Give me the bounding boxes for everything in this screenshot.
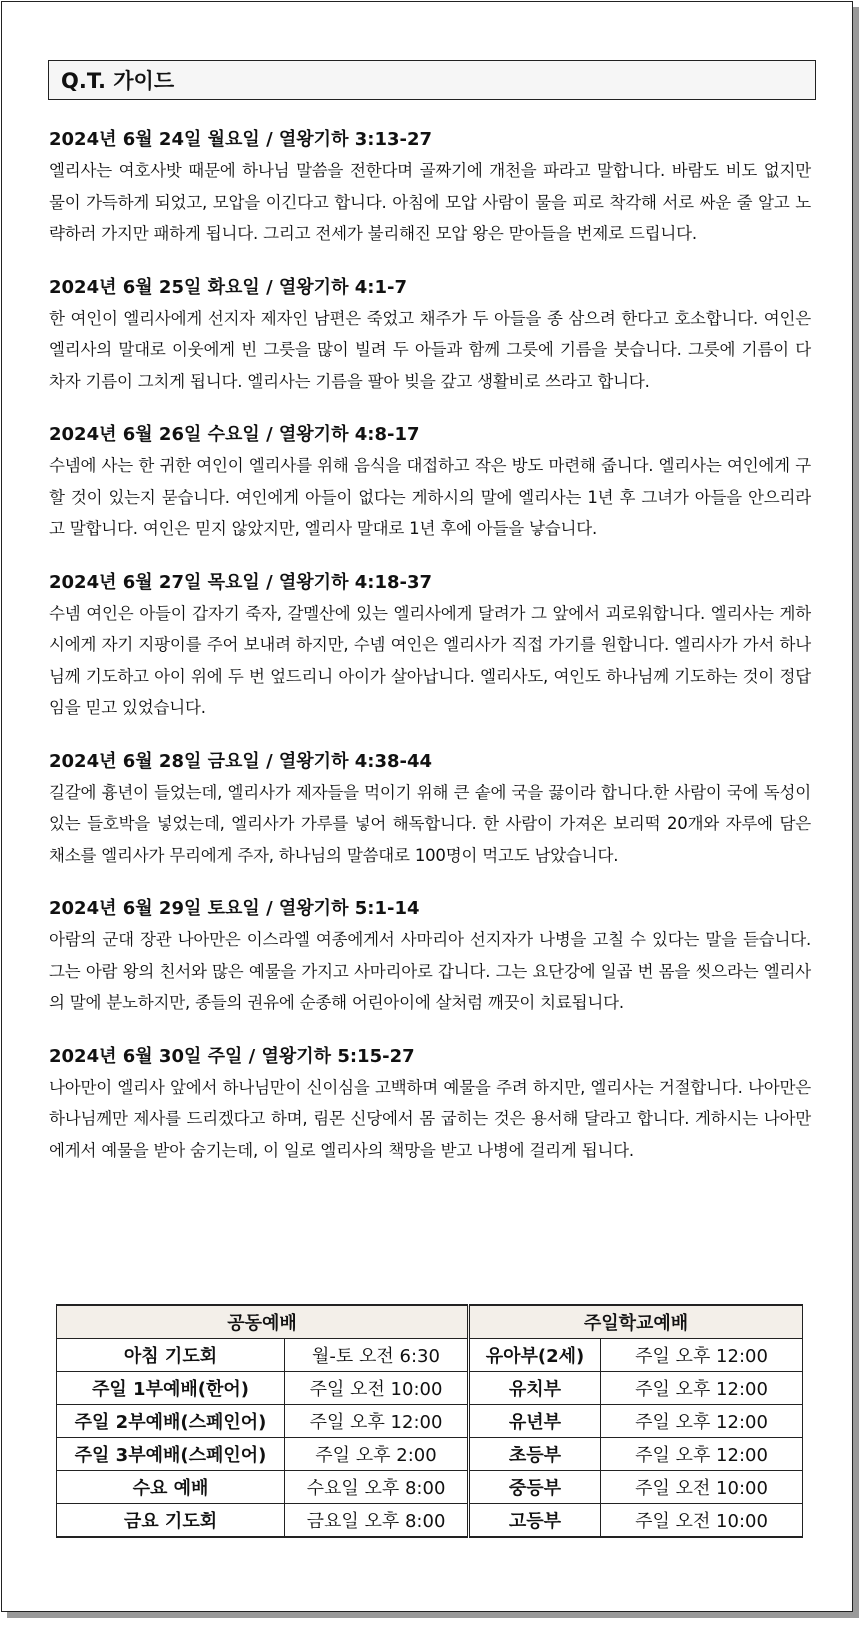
entry-heading: 2024년 6월 25일 화요일 / 열왕기하 4:1-7	[49, 276, 407, 298]
entry-text: 수넴에 사는 한 귀한 여인이 엘리사를 위해 음식을 대접하고 작은 방도 마련해 줍니다. 엘리사는 여인에게 구할 것이 있는지 묻습니다. 여인에게 아들이 없다는 게하시의 말에 엘리사는 1년 후 그녀가 아들을 안으리라고 말합니다. 여인은 믿지 않았지만, 엘리사 말대로 1년 후에 아들을 낳습니다.	[49, 456, 811, 538]
entry-text: 엘리사는 여호사밧 때문에 하나님 말씀을 전한다며 골짜기에 개천을 파라고 말합니다. 바람도 비도 없지만 물이 가득하게 되었고, 모압을 이긴다고 합니다. 아침에 모압 사람이 물을 피로 착각해 서로 싸운 줄 알고 노략하러 가지만 패하게 됩니다. 그리고 전세가 불리해진 모압 왕은 맏아들을 번제로 드립니다.	[49, 161, 811, 243]
entry-heading: 2024년 6월 29일 토요일 / 열왕기하 5:1-14	[49, 898, 420, 919]
entry-heading: 2024년 6월 27일 목요일 / 열왕기하 4:18-37	[49, 571, 433, 593]
qt-entry	[49, 276, 811, 398]
service-time: 주일 오후 12:00	[285, 1405, 469, 1438]
table-row	[57, 1405, 803, 1438]
worship-schedule-table	[56, 1304, 803, 1538]
service-name: 주일 3부예배(스페인어)	[57, 1438, 285, 1471]
service-name: 주일 1부예배(한어)	[57, 1372, 285, 1405]
service-time: 금요일 오후 8:00	[285, 1504, 469, 1538]
entry-text: 한 여인이 엘리사에게 선지자 제자인 남편은 죽었고 채주가 두 아들을 종 삼으려 한다고 호소합니다. 여인은 엘리사의 말대로 이웃에게 빈 그릇을 많이 빌려 두 아들과 함께 그릇에 기름을 붓습니다. 그릇에 기름이 다 차자 기름이 그치게 됩니다. 엘리사는 기름을 팔아 빚을 갚고 생활비로 쓰라고 합니다.	[49, 308, 811, 391]
dept-name: 유치부	[469, 1372, 601, 1405]
service-time: 주일 오후 2:00	[285, 1438, 469, 1471]
dept-time: 주일 오전 10:00	[601, 1471, 803, 1504]
qt-entry	[49, 571, 811, 724]
dept-name: 고등부	[469, 1504, 601, 1538]
qt-entry	[49, 1045, 811, 1167]
table-row	[57, 1372, 803, 1405]
service-time: 주일 오전 10:00	[285, 1372, 469, 1405]
entry-text: 수넴 여인은 아들이 갑자기 죽자, 갈멜산에 있는 엘리사에게 달려가 그 앞에서 괴로워합니다. 엘리사는 게하시에게 자기 지팡이를 주어 보내려 하지만, 수넴 여인은 엘리사가 직접 가기를 원합니다. 엘리사가 가서 하나님께 기도하고 아이 위에 두 번 엎드리니 아이가 살아납니다. 엘리사도, 여인도 하나님께 기도하는 것이 정답임을 믿고 있었습니다.	[49, 603, 811, 717]
service-name: 아침 기도회	[57, 1339, 285, 1372]
dept-time: 주일 오후 12:00	[601, 1405, 803, 1438]
entry-text: 나아만이 엘리사 앞에서 하나님만이 신이심을 고백하며 예물을 주려 하지만, 엘리사는 거절합니다. 나아만은 하나님께만 제사를 드리겠다고 하며, 림몬 신당에서 몸 굽히는 것은 용서해 달라고 합니다. 게하시는 나아만에게서 예물을 받아 숨기는데, 이 일로 엘리사의 책망을 받고 나병에 걸리게 됩니다.	[49, 1077, 811, 1160]
entry-heading: 2024년 6월 26일 수요일 / 열왕기하 4:8-17	[49, 424, 420, 445]
service-name: 금요 기도회	[57, 1504, 285, 1538]
entry-text: 길갈에 흉년이 들었는데, 엘리사가 제자들을 먹이기 위해 큰 솥에 국을 끓이라 합니다.한 사람이 국에 독성이 있는 들호박을 넣었는데, 엘리사가 가루를 넣어 해독합니다. 한 사람이 가져온 보리떡 20개와 자루에 담은 채소를 엘리사가 무리에게 주자, 하나님의 말씀대로 100명이 먹고도 남았습니다.	[49, 782, 811, 865]
qt-entry	[49, 897, 811, 1019]
entry-heading: 2024년 6월 28일 금요일 / 열왕기하 4:38-44	[49, 750, 433, 772]
table-row	[57, 1471, 803, 1504]
dept-name: 유아부(2세)	[469, 1339, 601, 1372]
header-common-worship: 공동예배	[57, 1305, 469, 1339]
entry-text: 아람의 군대 장관 나아만은 이스라엘 여종에게서 사마리아 선지자가 나병을 고칠 수 있다는 말을 듣습니다. 그는 아람 왕의 친서와 많은 예물을 가지고 사마리아로 갑니다. 그는 요단강에 일곱 번 몸을 씻으라는 엘리사의 말에 분노하지만, 종들의 권유에 순종해 어린아이에 살처럼 깨끗이 치료됩니다.	[49, 930, 811, 1012]
table-header-row	[57, 1305, 803, 1339]
service-time: 수요일 오후 8:00	[285, 1471, 469, 1504]
dept-time: 주일 오전 10:00	[601, 1504, 803, 1538]
qt-entry	[49, 128, 811, 250]
qt-entry	[49, 423, 811, 545]
entry-heading: 2024년 6월 24일 월요일 / 열왕기하 3:13-27	[49, 129, 433, 150]
bulletin-page	[1, 1, 853, 1612]
page-title: Q.T. 가이드	[48, 60, 816, 100]
dept-name: 중등부	[469, 1471, 601, 1504]
dept-name: 유년부	[469, 1405, 601, 1438]
service-name: 수요 예배	[57, 1471, 285, 1504]
table-row	[57, 1339, 803, 1372]
service-name: 주일 2부예배(스페인어)	[57, 1405, 285, 1438]
qt-entry	[49, 750, 811, 872]
table-row	[57, 1438, 803, 1471]
qt-entries	[49, 128, 811, 1192]
dept-time: 주일 오후 12:00	[601, 1339, 803, 1372]
table-row	[57, 1504, 803, 1538]
dept-time: 주일 오후 12:00	[601, 1372, 803, 1405]
header-sunday-school: 주일학교예배	[469, 1305, 803, 1339]
dept-name: 초등부	[469, 1438, 601, 1471]
service-time: 월-토 오전 6:30	[285, 1339, 469, 1372]
entry-heading: 2024년 6월 30일 주일 / 열왕기하 5:15-27	[49, 1045, 415, 1067]
dept-time: 주일 오후 12:00	[601, 1438, 803, 1471]
